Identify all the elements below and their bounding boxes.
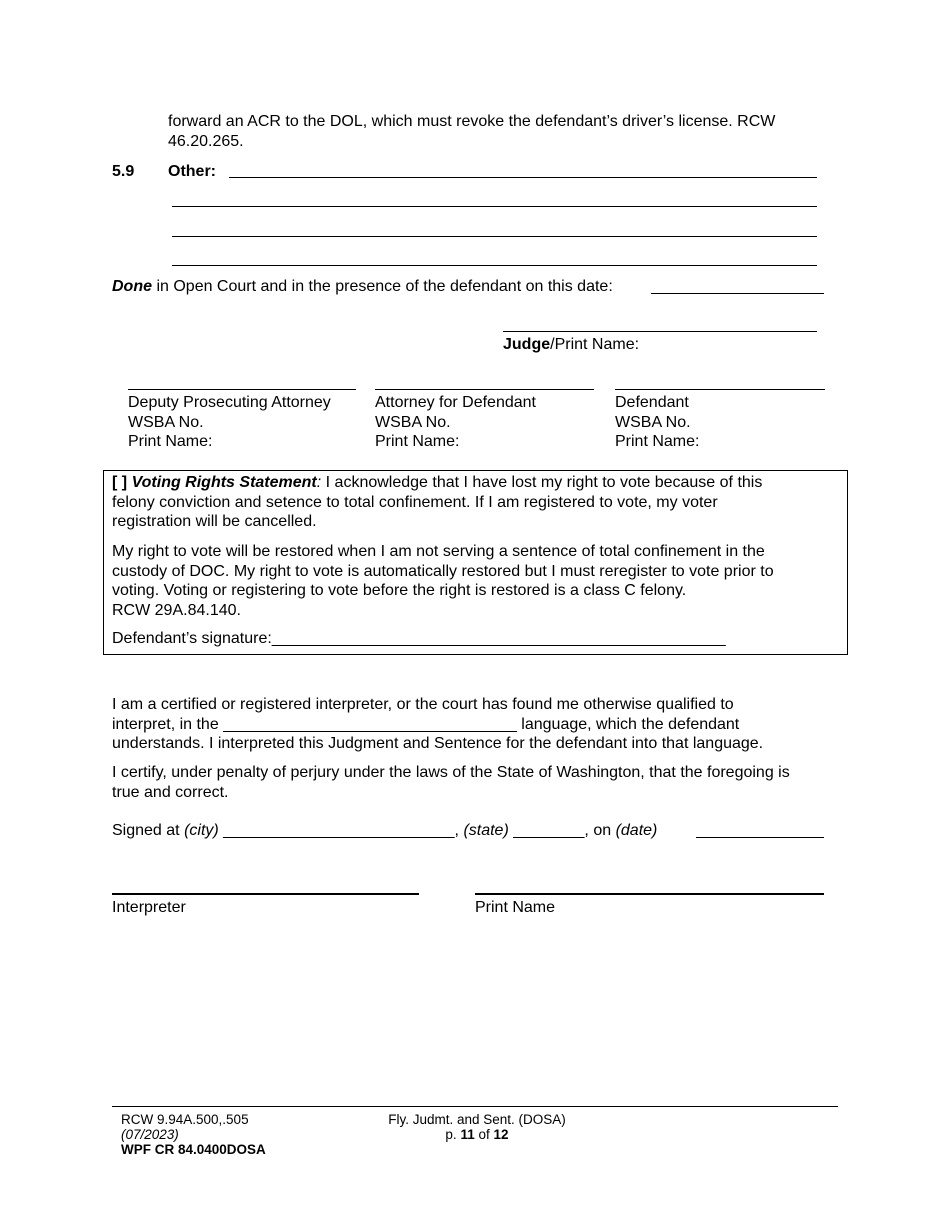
interpreter-signature-line[interactable]	[112, 893, 419, 895]
interpreter-label: Interpreter	[112, 899, 186, 916]
prosecutor-signature-line[interactable]	[128, 389, 356, 390]
voting-rights-para-2: My right to vote will be restored when I am not serving a sentence of total confinement in the custody of DOC. My right to vote is automatically restored but I must reregister to vote prior to voting. Voting or registering to vote before the right is restored is a class C felony. RCW 29A.84.140.	[112, 543, 774, 619]
defendant-signature-line[interactable]	[615, 389, 825, 390]
done-statement: Done in Open Court and in the presence of the defendant on this date:	[112, 278, 613, 295]
footer-left: RCW 9.94A.500,.505 (07/2023) WPF CR 84.0400DOSA	[121, 1112, 266, 1157]
interpreter-para-2: I certify, under penalty of perjury under the laws of the State of Washington, that the foregoing is true and correct.	[112, 764, 790, 801]
defendant-signature-field[interactable]: ___________________________________________________	[271, 630, 726, 647]
other-line-2[interactable]	[172, 206, 817, 207]
attorney-block: Attorney for Defendant WSBA No. Print Name:	[375, 394, 536, 450]
section-number: 5.9	[112, 163, 135, 180]
defendant-block: Defendant WSBA No. Print Name:	[615, 394, 700, 450]
city-field[interactable]: __________________________	[223, 822, 455, 839]
page-number: p. 11 of 12	[445, 1127, 509, 1142]
print-name-line[interactable]	[475, 893, 824, 895]
voting-heading: Voting Rights Statement	[131, 474, 317, 491]
signed-at-row: Signed at (city) __________________________, (state) ________, on (date)	[112, 822, 658, 839]
continuation-text: forward an ACR to the DOL, which must revoke the defendant’s driver’s license. RCW 46.20.265.	[168, 113, 776, 150]
done-date-line[interactable]	[651, 293, 824, 294]
prosecutor-block: Deputy Prosecuting Attorney WSBA No. Print Name:	[128, 394, 331, 450]
voting-rights-para-1: [ ] Voting Rights Statement: I acknowledge that I have lost my right to vote because of this felony conviction and setence to total confinement. If I am registered to vote, my voter registration will be cancelled.	[112, 474, 763, 530]
other-line-1[interactable]	[229, 177, 817, 178]
defendant-signature-row: Defendant’s signature:___________________________________________________	[112, 630, 726, 647]
language-field[interactable]: _________________________________	[223, 715, 517, 733]
judge-label: Judge/Print Name:	[503, 336, 640, 353]
attorney-signature-line[interactable]	[375, 389, 594, 390]
interpreter-para-1: I am a certified or registered interpreter, or the court has found me otherwise qualified to interpret, in the _________________________________ language, which the defendant understands. I interpreted this Judgment and Sentence for the defendant into that language.	[112, 696, 764, 752]
state-field[interactable]: ________	[513, 822, 585, 839]
print-name-label: Print Name	[475, 899, 556, 916]
footer-rule	[112, 1106, 838, 1107]
footer-center: Fly. Judmt. and Sent. (DOSA) p. 11 of 12	[380, 1112, 574, 1142]
other-line-4[interactable]	[172, 265, 817, 266]
other-line-3[interactable]	[172, 236, 817, 237]
section-label: Other:	[168, 163, 216, 180]
signed-date-line[interactable]	[696, 837, 824, 838]
voting-checkbox[interactable]: [ ]	[112, 474, 128, 491]
judge-signature-line[interactable]	[503, 331, 817, 332]
